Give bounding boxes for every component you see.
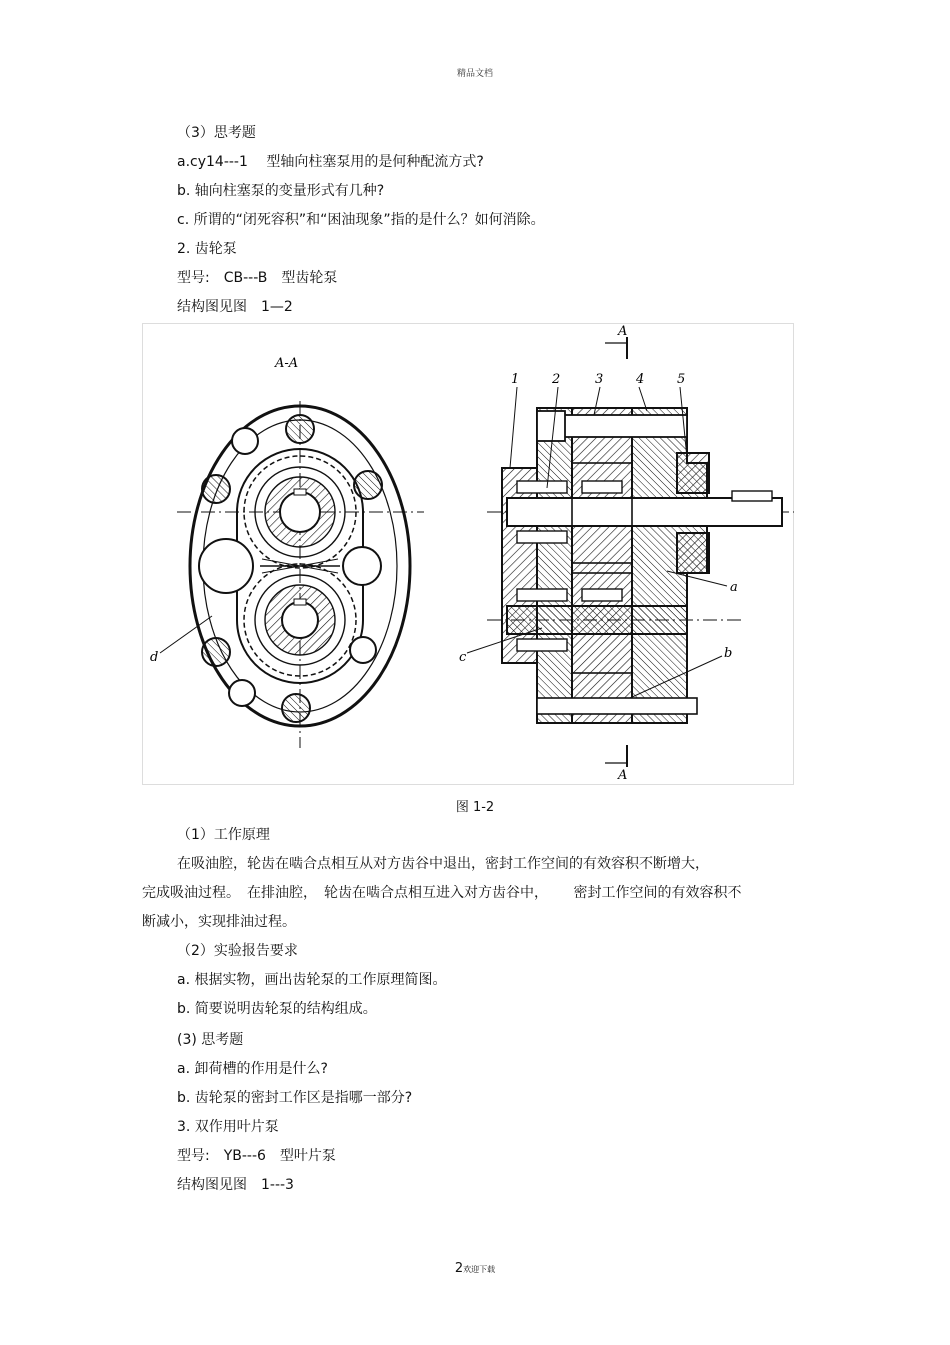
cut-label-bottom: A <box>618 768 628 783</box>
vane-pump-model: 型号: YB---6 型叶片泵 <box>177 1148 336 1164</box>
callout-c: c <box>459 650 467 665</box>
figure-caption: 图 1-2 <box>455 800 495 815</box>
question-a: a.cy14---1 型轴向柱塞泵用的是何种配流方式? <box>177 154 484 170</box>
report-title: （2）实验报告要求 <box>177 943 298 959</box>
gear-pump-drawing <box>142 323 794 785</box>
part-label-4: 4 <box>636 372 645 387</box>
principle-line-1: 在吸油腔，轮齿在啮合点相互从对方齿谷中退出，密封工作空间的有效容积不断增大， <box>177 856 709 872</box>
vane-pump-heading: 3. 双作用叶片泵 <box>177 1119 279 1135</box>
questions-title: （3）思考题 <box>177 125 256 141</box>
questions2-a: a. 卸荷槽的作用是什么? <box>177 1061 328 1077</box>
question-b: b. 轴向柱塞泵的变量形式有几种? <box>177 183 385 199</box>
page-number: 2 <box>454 1261 464 1276</box>
section-label: A-A <box>275 356 299 371</box>
section-view-a-a <box>150 356 424 748</box>
cut-label-top: A <box>618 324 628 339</box>
vane-pump-structure-ref: 结构图见图 1---3 <box>177 1177 294 1193</box>
footer-suffix: 欢迎下载 <box>463 1265 496 1274</box>
callout-b: b <box>724 646 733 661</box>
gear-pump-model: 型号: CB---B 型齿轮泵 <box>177 270 338 286</box>
page-footer <box>0 1261 950 1276</box>
part-label-2: 2 <box>552 372 561 387</box>
principle-line-3: 断减小，实现排油过程。 <box>142 914 296 930</box>
callout-a: a <box>730 580 738 595</box>
gear-pump-structure-ref: 结构图见图 1—2 <box>177 299 293 315</box>
report-item-a: a. 根据实物，画出齿轮泵的工作原理简图。 <box>177 972 447 988</box>
principle-title: （1）工作原理 <box>177 827 270 843</box>
principle-line-2: 完成吸油过程。 在排油腔， 轮齿在啮合点相互进入对方齿谷中， 密封工作空间的有效容积不 <box>142 885 742 901</box>
part-label-1: 1 <box>511 372 520 387</box>
report-item-b: b. 简要说明齿轮泵的结构组成。 <box>177 1001 377 1017</box>
part-label-5: 5 <box>677 372 686 387</box>
page-header: 精品文档 <box>456 69 493 79</box>
longitudinal-section-view <box>459 324 794 783</box>
gear-pump-heading: 2. 齿轮泵 <box>177 241 237 257</box>
part-label-3: 3 <box>595 372 604 387</box>
questions2-title: (3) 思考题 <box>177 1032 244 1048</box>
questions2-b: b. 齿轮泵的密封工作区是指哪一部分? <box>177 1090 413 1106</box>
question-c: c. 所谓的“闭死容积”和“困油现象”指的是什么？如何消除。 <box>177 212 545 228</box>
callout-d: d <box>150 650 159 665</box>
